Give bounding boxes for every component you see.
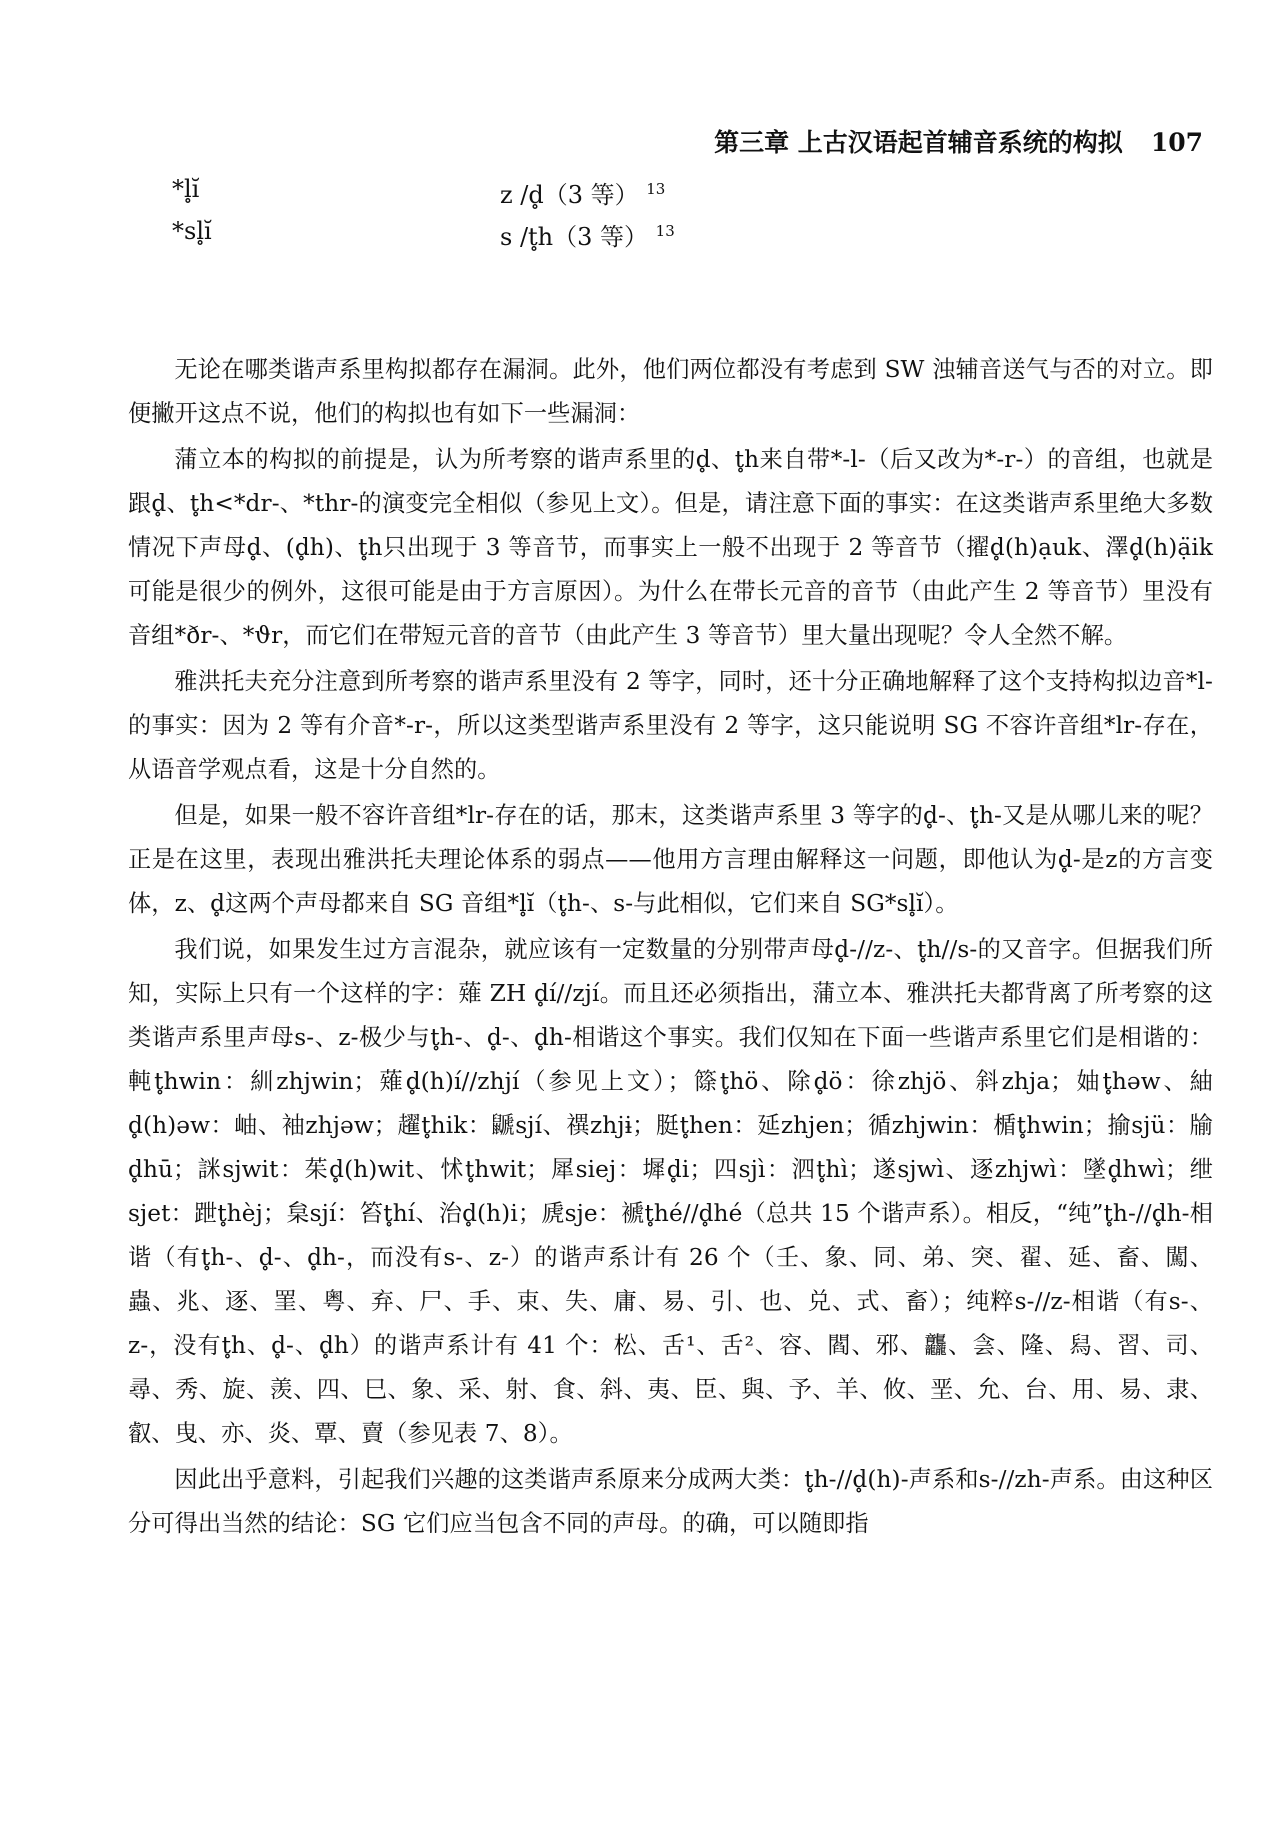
paragraph: 蒲立本的构拟的前提是，认为所考察的谐声系里的d̥、t̥h来自带*-l-（后又改为*-r-）的音组，也就是跟d̥、t̥h<*dr-、*thr-的演变完全相似（参见上文）。但是，请注意下面的事实：在这类谐声系里绝大多数情况下声母d̥、(d̥h)、t̥h只出现于 3 等音节，而事实上一般不出现于 2 等音节（擢d̥(h)ạuk、澤d̥(h)ạ̈ik可能是很少的例外，这很可能是由于方言原因）。为什么在带长元音的音节（由此产生 2 等音节）里没有音组*ðr-、*ϑr，而它们在带短元音的音节（由此产生 3 等音节）里大量出现呢？令人全然不解。 xyxy=(128,446,1213,649)
page-number: 107 xyxy=(1150,128,1203,157)
paragraph: 雅洪托夫充分注意到所考察的谐声系里没有 2 等字，同时，还十分正确地解释了这个支持构拟边音*l-的事实：因为 2 等有介音*-r-，所以这类型谐声系里没有 2 等字，这只能说明 SG 不容许音组*lr-存在，从语音学观点看，这是十分自然的。 xyxy=(128,668,1213,783)
paragraph: 无论在哪类谐声系里构拟都存在漏洞。此外，他们两位都没有考虑到 SW 浊辅音送气与否的对立。即便撇开这点不说，他们的构拟也有如下一些漏洞： xyxy=(128,356,1213,427)
chapter-title: 第三章 上古汉语起首辅音系统的构拟 xyxy=(714,128,1123,157)
formula-line xyxy=(172,214,675,251)
paragraph: 因此出乎意料，引起我们兴趣的这类谐声系原来分成两大类：t̥h-//d̥(h)-声系和s-//zh-声系。由这种区分可得出当然的结论：SG 它们应当包含不同的声母。的确，可以随即指 xyxy=(128,1466,1213,1537)
body-text xyxy=(128,348,1213,1548)
formula-left: *sl̥ĭ xyxy=(172,217,212,245)
footnote-ref: 13 xyxy=(655,222,675,240)
formula-left: *l̥ĭ xyxy=(172,175,200,203)
footnote-ref: 13 xyxy=(646,180,666,198)
running-header xyxy=(714,126,1203,160)
paragraph: 但是，如果一般不容许音组*lr-存在的话，那末，这类谐声系里 3 等字的d̥-、t̥h-又是从哪儿来的呢？正是在这里，表现出雅洪托夫理论体系的弱点——他用方言理由解释这一问题，即他认为d̥-是z的方言变体，z、d̥这两个声母都来自 SG 音组*l̥ĭ（t̥h-、s-与此相似，它们来自 SG*sl̥ĭ）。 xyxy=(128,802,1213,917)
formula-right: z /d̥（3 等） $^{13}$ xyxy=(500,180,666,209)
formula-right: s /t̥h（3 等） $^{13}$ xyxy=(500,222,675,251)
paragraph: 我们说，如果发生过方言混杂，就应该有一定数量的分别带声母d̥-//z-、t̥h//s-的又音字。但据我们所知，实际上只有一个这样的字：薙 ZH d̥í//zjí。而且还必须指出，蒲立本、雅洪托夫都背离了所考察的这类谐声系里声母s-、z-极少与t̥h-、d̥-、d̥h-相谐这个事实。我们仅知在下面一些谐声系里它们是相谐的：軘t̥hwin：紃zhjwin；薙d̥(h)í//zhjí（参见上文）；篨t̥hö、除d̥ö：徐zhjö、斜zhja；妯t̥həw、紬d̥(h)əw：岫、袖zhjəw；趯t̥hik：鼶sjí、禩zhjɨ；脡t̥hen：延zhjen；循zhjwin：楯t̥hwin；揄sjü：牏d̥hū；詸sjwit：茱d̥(h)wit、怵t̥hwit；犀siej：墀d̥i；四sjì：泗t̥hì；遂sjwì、逐zhjwì：墜d̥hwì；绁sjet：跇t̥hèj；枲sjí：笞t̥hí、治d̥(h)i；虒sje：褫t̥hé//d̥hé（总共 15 个谐声系）。相反，“纯”t̥h-//d̥h-相谐（有t̥h-、d̥-、d̥h-，而没有s-、z-）的谐声系计有 26 个（壬、象、同、弟、突、翟、延、畜、闖、蟲、兆、逐、罣、粤、弃、尸、手、束、失、庸、易、引、也、兑、式、畜）；纯粹s-//z-相谐（有s-、z-，没有t̥h、d̥-、d̥h）的谐声系计有 41 个：松、舌¹、舌²、容、閻、邪、龘、侌、隆、舄、習、司、尋、秀、旋、羡、四、巳、象、采、射、食、斜、夷、臣、與、予、羊、攸、垩、允、台、用、易、隶、叡、曳、亦、炎、覃、賣（参见表 7、8）。 xyxy=(128,936,1213,1447)
formula-line xyxy=(172,172,666,209)
